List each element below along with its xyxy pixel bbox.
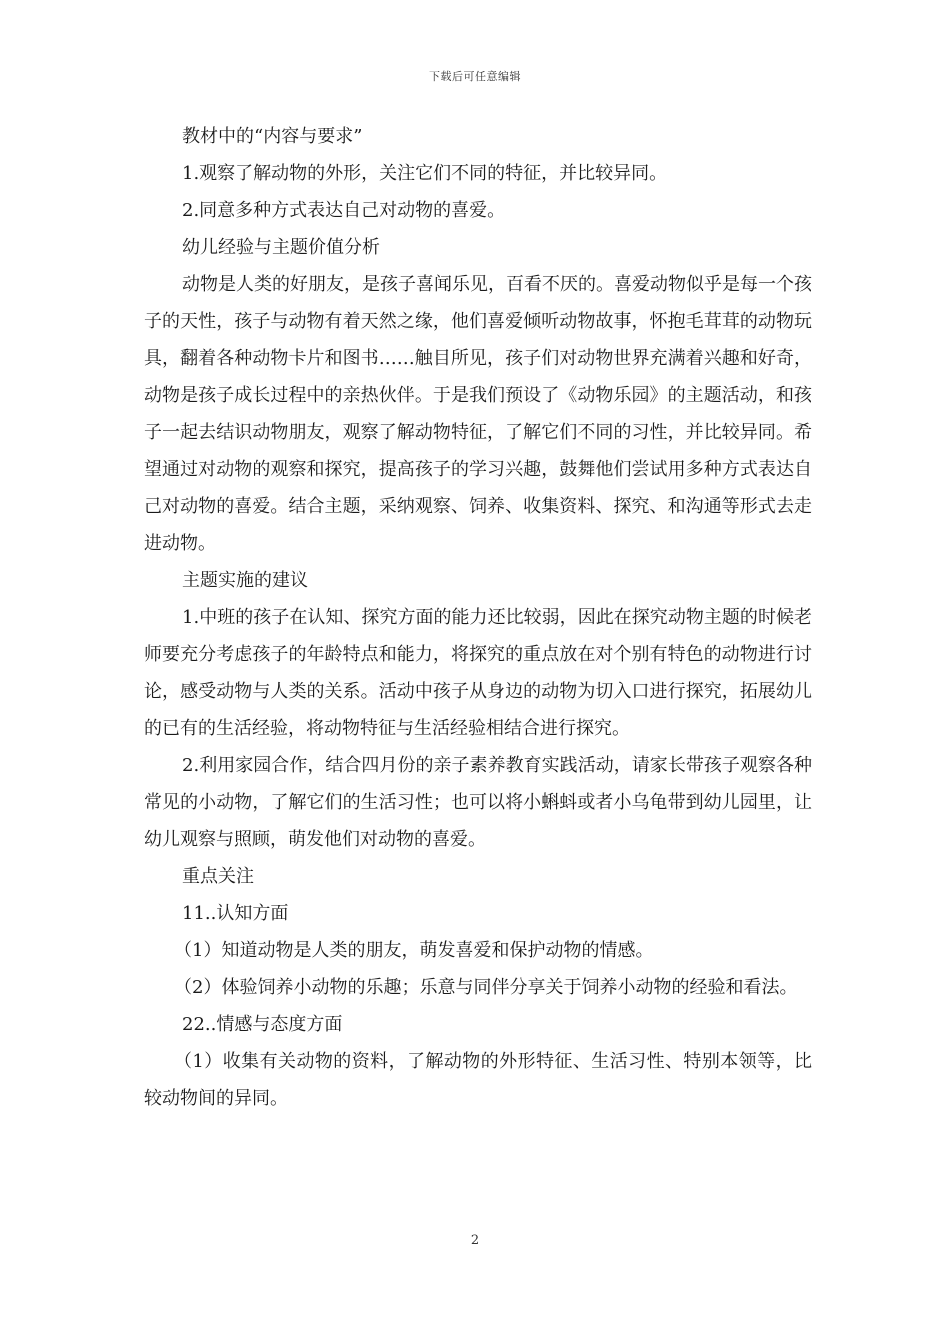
suggestion-item-2: 2.利用家园合作，结合四月份的亲子素养教育实践活动，请家长带孩子观察各种常见的小动物，了解它们的生活习性；也可以将小蝌蚪或者小乌龟带到幼儿园里，让幼儿观察与照顾，萌发他们对动物的喜爱。 (144, 755, 812, 850)
requirement-item-2: 2.同意多种方式表达自己对动物的喜爱。 (182, 200, 506, 221)
requirement-item-1: 1.观察了解动物的外形，关注它们不同的特征，并比较异同。 (182, 163, 668, 184)
section-heading-analysis: 幼儿经验与主题价值分析 (182, 237, 380, 258)
analysis-paragraph: 动物是人类的好朋友，是孩子喜闻乐见，百看不厌的。喜爱动物似乎是每一个孩子的天性，孩子与动物有着天然之缘，他们喜爱倾听动物故事，怀抱毛茸茸的动物玩具，翻着各种动物卡片和图书……触目所见，孩子们对动物世界充满着兴趣和好奇，动物是孩子成长过程中的亲热伙伴。于是我们预设了《动物乐园》的主题活动，和孩子一起去结识动物朋友，观察了解动物特征，了解它们不同的习性，并比较异同。希望通过对动物的观察和探究，提高孩子的学习兴趣，鼓舞他们尝试用多种方式表达自己对动物的喜爱。结合主题，采纳观察、饲养、收集资料、探究、和沟通等形式去走进动物。 (144, 274, 812, 554)
section-heading-focus: 重点关注 (182, 866, 254, 887)
document-body (144, 118, 812, 1117)
section-heading-suggestions: 主题实施的建议 (182, 570, 308, 591)
focus-item-cognition-2: （2）体验饲养小动物的乐趣；乐意与同伴分享关于饲养小动物的经验和看法。 (174, 977, 798, 998)
focus-item-emotion-1: （1）收集有关动物的资料，了解动物的外形特征、生活习性、特别本领等，比较动物间的异同。 (144, 1051, 812, 1109)
focus-subheading-cognition: 11..认知方面 (182, 903, 289, 924)
suggestion-item-1: 1.中班的孩子在认知、探究方面的能力还比较弱，因此在探究动物主题的时候老师要充分考虑孩子的年龄特点和能力，将探究的重点放在对个别有特色的动物进行讨论，感受动物与人类的关系。活动中孩子从身边的动物为切入口进行探究，拓展幼儿的已有的生活经验，将动物特征与生活经验相结合进行探究。 (144, 607, 812, 739)
section-heading-materials: 教材中的“内容与要求” (182, 126, 363, 147)
page-number: 2 (470, 1233, 480, 1248)
page-header: 下载后可任意编辑 (429, 70, 521, 83)
focus-subheading-emotion: 22..情感与态度方面 (182, 1014, 343, 1035)
focus-item-cognition-1: （1）知道动物是人类的朋友，萌发喜爱和保护动物的情感。 (174, 940, 654, 961)
